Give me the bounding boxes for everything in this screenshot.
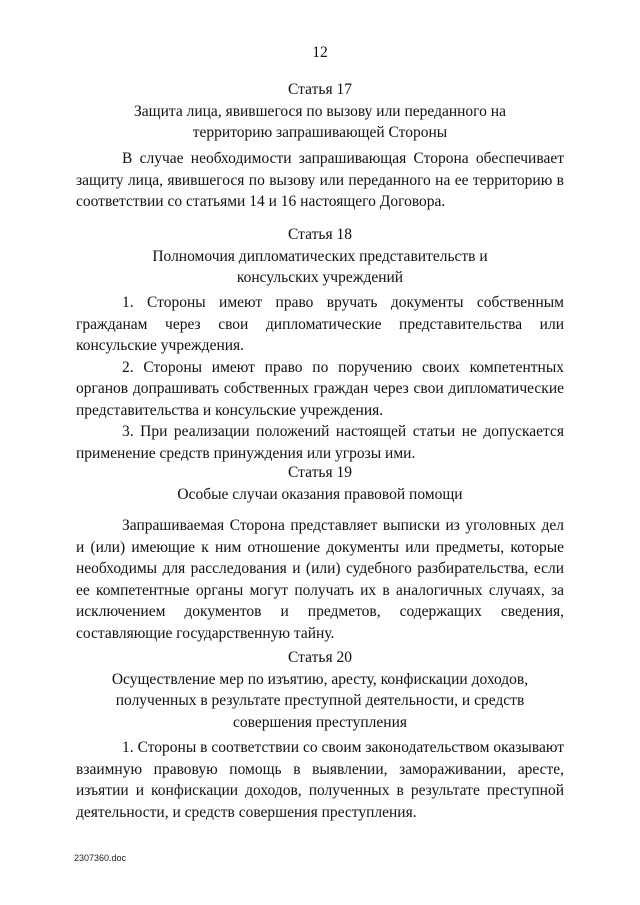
article-19-body xyxy=(76,515,564,644)
article-18-paragraph-1: 1. Стороны имеют право вручать документы собственным гражданам через свои дипломатические представительства или консульские учреждения. xyxy=(76,294,564,354)
article-17-heading xyxy=(76,79,564,144)
article-18-paragraph-3: 3. При реализации положений настоящей статьи не допускается применение средств принуждения или угрозы ими. xyxy=(76,423,564,462)
article-19-paragraph-1: Запрашиваемая Сторона представляет выписки из уголовных дел и (или) имеющие к ним отношение документы или предметы, которые необходимы для расследования и (или) судебного разбирательства, если ее компетентные органы могут получать их в аналогичных случаях, за исключением документов и предметов, содержащих сведения, составляющие государственную тайну. xyxy=(76,517,564,642)
article-19-heading xyxy=(76,462,564,505)
article-20-paragraph-1: 1. Стороны в соответствии со своим законодательством оказывают взаимную правовую помощь в выявлении, замораживании, аресте, изъятии и конфискации доходов, полученных в результате преступной деятельности, и средств совершения преступления. xyxy=(76,739,564,821)
article-17-body xyxy=(76,148,564,213)
article-20-number: Статья 20 xyxy=(288,649,352,666)
article-19-title: Особые случаи оказания правовой помощи xyxy=(177,485,463,503)
article-20-title: Осуществление мер по изъятию, аресту, конфискации доходов, полученных в результате преступной деятельности, и средств совершения преступления xyxy=(111,670,529,731)
article-20-body xyxy=(76,737,564,823)
article-17-number: Статья 17 xyxy=(288,81,352,98)
article-18-body xyxy=(76,292,564,464)
document-code: 2307360.doc xyxy=(74,853,127,863)
page-number: 12 xyxy=(312,44,328,61)
article-18-paragraph-2: 2. Стороны имеют право по поручению своих компетентных органов допрашивать собственных граждан через свои дипломатические представительства и консульские учреждения. xyxy=(76,358,564,419)
article-18-heading xyxy=(76,224,564,289)
article-18-title: Полномочия дипломатических представительств и консульских учреждений xyxy=(152,247,488,286)
article-19-number: Статья 19 xyxy=(288,464,352,481)
article-17-paragraph-1: В случае необходимости запрашивающая Сторона обеспечивает защиту лица, явившегося по вызову или переданного на ее территорию в соответствии со статьями 14 и 16 настоящего Договора. xyxy=(76,150,564,210)
article-18-number: Статья 18 xyxy=(288,226,352,243)
article-17-title: Защита лица, явившегося по вызову или переданного на территорию запрашивающей Стороны xyxy=(134,102,506,141)
article-20-heading xyxy=(76,647,564,733)
